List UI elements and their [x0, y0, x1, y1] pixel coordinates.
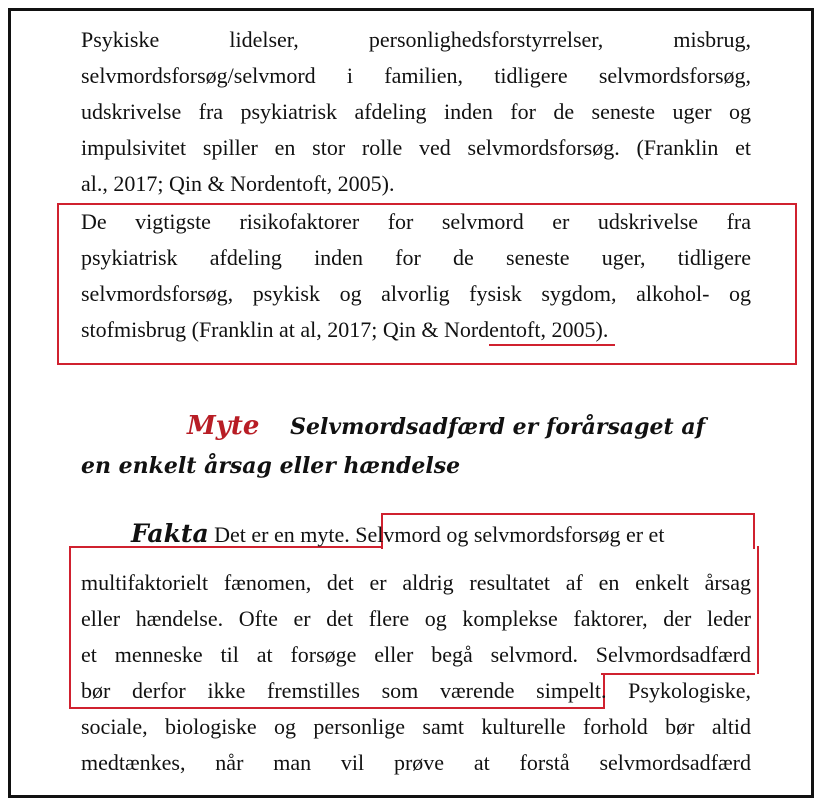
fakta-line-5 — [81, 676, 751, 706]
fakta-intro: Det er en myte. — [214, 522, 350, 547]
fakta-line-7-cut: medtænkes, når man vil prøve at forstå selvmordsadfærd — [81, 750, 751, 775]
fakta-first-line-rest: Selvmord og selvmordsforsøg er et — [355, 522, 665, 547]
fakta-line-6: sociale, biologiske og personlige samt kulturelle forhold bør altid — [81, 714, 751, 739]
myth-heading-line-2: en enkelt årsag eller hændelse — [81, 453, 461, 479]
myth-heading-line-1 — [187, 411, 787, 442]
fakta-line-3: eller hændelse. Ofte er det flere og komplekse faktorer, der leder — [81, 606, 751, 631]
paragraph2-line-1: De vigtigste risikofaktorer for selvmord er udskrivelse fra — [81, 209, 751, 234]
fakta-line-4: et menneske til at forsøge eller begå selvmord. Selvmordsadfærd — [81, 642, 751, 667]
fakta-after-box: Psykologiske, — [628, 678, 752, 703]
paragraph2-line-2: psykiatrisk afdeling inden for de seneste uger, tidligere — [81, 245, 751, 270]
myth-heading-text-1: Selvmordsadfærd er forårsaget af — [290, 414, 706, 440]
paragraph1-line-4: impulsivitet spiller en stor rolle ved selvmordsforsøg. (Franklin et — [81, 135, 751, 160]
paragraph2-line-3: selvmordsforsøg, psykisk og alvorlig fysisk sygdom, alkohol- og — [81, 281, 751, 306]
paragraph2-line-4-end: , 2005). — [540, 317, 609, 342]
fakta-line-2: multifaktorielt fænomen, det er aldrig resultatet af en enkelt årsag — [81, 570, 751, 595]
myte-label: Myte — [187, 411, 260, 441]
nordentoft-word: Nordentoft — [443, 317, 541, 342]
paragraph2-line-4-start: stofmisbrug (Franklin at al, 2017; Qin & — [81, 317, 444, 342]
fakta-label: Fakta — [131, 519, 209, 548]
paragraph1-line-5: al., 2017; Qin & Nordentoft, 2005). — [81, 171, 395, 196]
paragraph1-line-3: udskrivelse fra psykiatrisk afdeling inden for de seneste uger og — [81, 99, 751, 124]
document-page — [8, 8, 814, 798]
fakta-line-1 — [131, 519, 751, 550]
fakta-boxed-end: bør derfor ikke fremstilles som værende simpelt. — [81, 678, 607, 703]
nordentoft-underline-mark — [489, 344, 615, 346]
paragraph1-line-2: selvmordsforsøg/selvmord i familien, tidligere selvmordsforsøg, — [81, 63, 751, 88]
annotation-box-step — [601, 673, 755, 675]
paragraph2-line-4 — [81, 315, 751, 345]
paragraph1-line-1: Psykiske lidelser, personlighedsforstyrrelser, misbrug, — [81, 27, 751, 52]
